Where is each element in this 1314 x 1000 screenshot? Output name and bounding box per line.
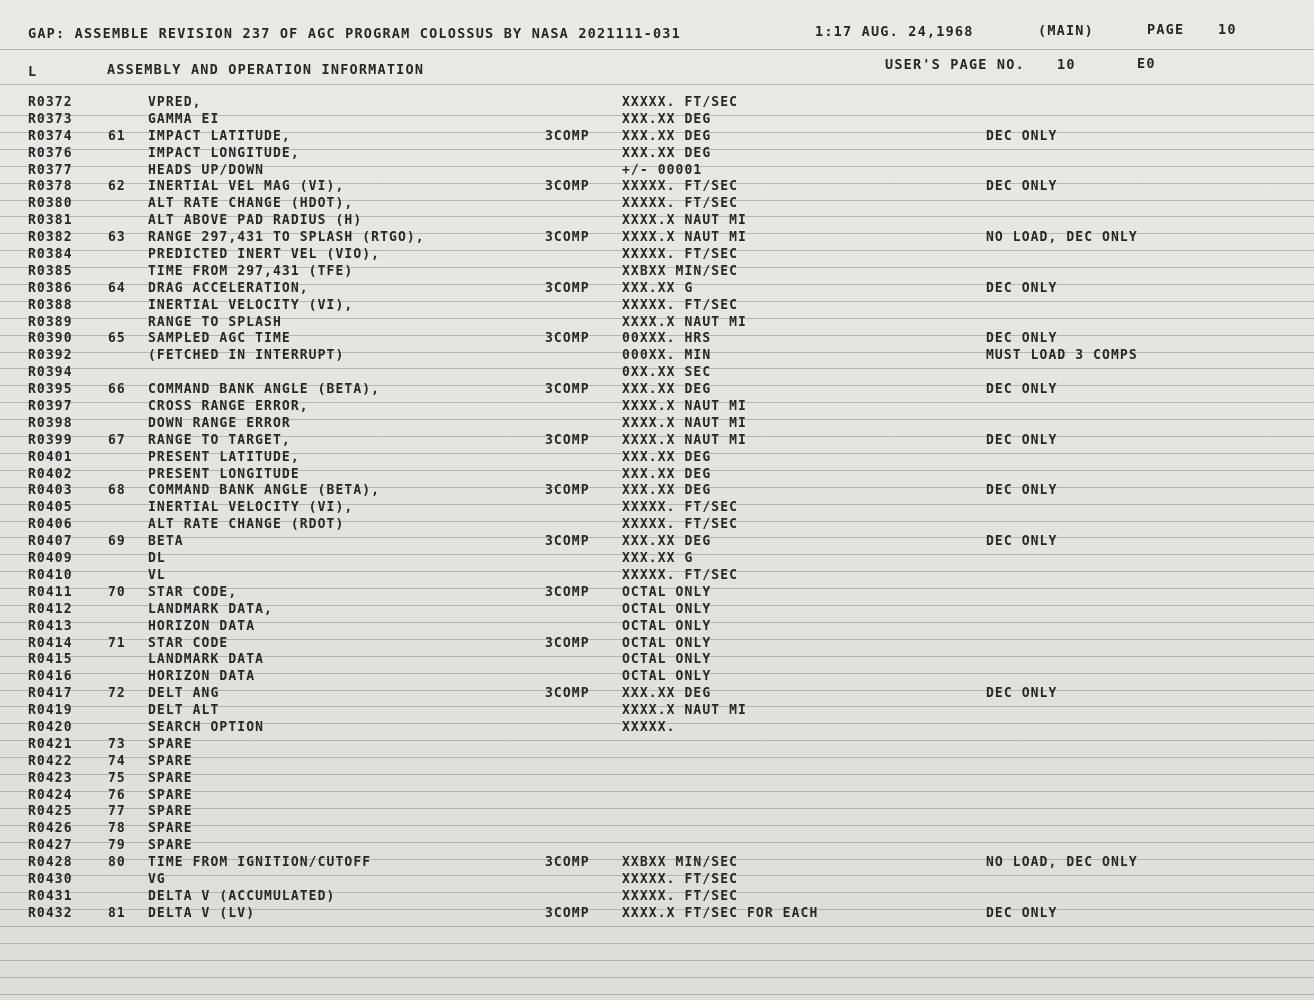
table-row	[0, 213, 1314, 230]
section-code: E0	[1137, 56, 1156, 72]
row-ref: R0397	[28, 399, 73, 415]
row-format: XXXXX. FT/SEC	[622, 871, 739, 887]
row-ref: R0427	[28, 838, 73, 854]
row-description: BETA	[148, 534, 184, 550]
row-number: 63	[108, 230, 126, 246]
table-row	[0, 500, 1314, 517]
table-row	[0, 872, 1314, 889]
row-ref: R0372	[28, 95, 73, 110]
row-description: DELT ALT	[148, 703, 220, 719]
row-note: NO LOAD, DEC ONLY	[986, 230, 1138, 246]
row-number: 80	[108, 855, 126, 871]
table-row	[0, 483, 1314, 500]
row-description: ALT RATE CHANGE (RDOT)	[148, 517, 345, 533]
row-description: (FETCHED IN INTERRUPT)	[148, 348, 345, 364]
row-number: 76	[108, 787, 126, 803]
table-row	[0, 771, 1314, 788]
table-row	[0, 602, 1314, 619]
row-components: 3COMP	[545, 905, 590, 921]
table-row	[0, 331, 1314, 348]
row-format: XXXXX. FT/SEC	[622, 196, 739, 212]
row-ref: R0432	[28, 905, 73, 921]
row-description: INERTIAL VEL MAG (VI),	[148, 179, 345, 195]
row-ref: R0390	[28, 331, 73, 347]
row-description: SPARE	[148, 736, 193, 752]
row-format: XXXXX.	[622, 719, 676, 735]
row-note: DEC ONLY	[986, 534, 1058, 550]
row-ref: R0426	[28, 821, 73, 837]
row-number: 68	[108, 483, 126, 499]
row-number: 67	[108, 432, 126, 448]
row-description: HORIZON DATA	[148, 618, 256, 634]
row-format: XXX.XX DEG	[622, 466, 712, 482]
table-row	[0, 264, 1314, 281]
row-description: SPARE	[148, 787, 193, 803]
row-note: DEC ONLY	[986, 382, 1058, 398]
row-description: CROSS RANGE ERROR,	[148, 399, 309, 415]
table-row	[0, 315, 1314, 332]
table-row	[0, 163, 1314, 180]
row-format: XXXX.X NAUT MI	[622, 432, 747, 448]
row-format: XXXX.X FT/SEC FOR EACH	[622, 905, 819, 921]
row-description: COMMAND BANK ANGLE (BETA),	[148, 382, 381, 398]
page-number: 10	[1218, 22, 1237, 38]
row-ref: R0389	[28, 314, 73, 330]
page-label: PAGE	[1147, 22, 1185, 38]
rule-line	[0, 926, 1314, 927]
row-note: DEC ONLY	[986, 905, 1058, 921]
row-format: XXX.XX DEG	[622, 111, 712, 127]
row-ref: R0380	[28, 196, 73, 212]
row-number: 65	[108, 331, 126, 347]
row-description: SEARCH OPTION	[148, 719, 265, 735]
row-ref: R0378	[28, 179, 73, 195]
row-ref: R0384	[28, 247, 73, 263]
row-description: DELTA V (ACCUMULATED)	[148, 888, 336, 904]
row-format: XXXX.X NAUT MI	[622, 314, 747, 330]
row-ref: R0395	[28, 382, 73, 398]
row-ref: R0410	[28, 567, 73, 583]
row-ref: R0381	[28, 213, 73, 229]
row-number: 61	[108, 128, 126, 144]
row-ref: R0403	[28, 483, 73, 499]
row-ref: R0425	[28, 804, 73, 820]
type-letter: L	[28, 64, 38, 80]
row-description: SPARE	[148, 753, 193, 769]
row-description: STAR CODE,	[148, 584, 238, 600]
row-ref: R0401	[28, 449, 73, 465]
table-row	[0, 619, 1314, 636]
rule-line	[0, 49, 1314, 50]
row-ref: R0388	[28, 297, 73, 313]
table-row	[0, 838, 1314, 855]
rule-line	[0, 977, 1314, 978]
row-description: INERTIAL VELOCITY (VI),	[148, 500, 354, 516]
table-row	[0, 788, 1314, 805]
row-description: VG	[148, 871, 166, 887]
row-note: DEC ONLY	[986, 686, 1058, 702]
row-description: SPARE	[148, 821, 193, 837]
row-description: ALT ABOVE PAD RADIUS (H)	[148, 213, 363, 229]
row-components: 3COMP	[545, 382, 590, 398]
row-format: 0XX.XX SEC	[622, 365, 712, 381]
row-format: XXXX.X NAUT MI	[622, 213, 747, 229]
users-page-label: USER'S PAGE NO.	[885, 57, 1025, 73]
row-ref: R0373	[28, 111, 73, 127]
row-format: XXX.XX DEG	[622, 128, 712, 144]
row-ref: R0416	[28, 669, 73, 685]
row-description: IMPACT LONGITUDE,	[148, 145, 300, 161]
table-row	[0, 652, 1314, 669]
row-note: DEC ONLY	[986, 128, 1058, 144]
row-format: XXX.XX DEG	[622, 145, 712, 161]
row-format: XXXX.X NAUT MI	[622, 415, 747, 431]
table-row	[0, 703, 1314, 720]
table-row	[0, 433, 1314, 450]
row-description: INERTIAL VELOCITY (VI),	[148, 297, 354, 313]
row-format: XXXX.X NAUT MI	[622, 703, 747, 719]
table-row	[0, 230, 1314, 247]
row-components: 3COMP	[545, 584, 590, 600]
row-description: PRESENT LONGITUDE	[148, 466, 300, 482]
row-number: 73	[108, 736, 126, 752]
table-row	[0, 298, 1314, 315]
table-row	[0, 365, 1314, 382]
table-row	[0, 568, 1314, 585]
row-format: OCTAL ONLY	[622, 584, 712, 600]
table-row	[0, 821, 1314, 838]
row-description: DL	[148, 551, 166, 567]
row-number: 71	[108, 635, 126, 651]
row-note: NO LOAD, DEC ONLY	[986, 855, 1138, 871]
table-row	[0, 669, 1314, 686]
row-note: DEC ONLY	[986, 280, 1058, 296]
row-description: SPARE	[148, 770, 193, 786]
row-format: XXXXX. FT/SEC	[622, 567, 739, 583]
table-row	[0, 855, 1314, 872]
table-row	[0, 129, 1314, 146]
row-ref: R0376	[28, 145, 73, 161]
row-note: MUST LOAD 3 COMPS	[986, 348, 1138, 364]
table-row	[0, 399, 1314, 416]
row-ref: R0428	[28, 855, 73, 871]
row-format: 000XX. MIN	[622, 348, 712, 364]
row-ref: R0411	[28, 584, 73, 600]
row-format: XXXXX. FT/SEC	[622, 247, 739, 263]
row-format: XXX.XX DEG	[622, 483, 712, 499]
row-ref: R0422	[28, 753, 73, 769]
row-description: IMPACT LATITUDE,	[148, 128, 291, 144]
row-description: RANGE TO SPLASH	[148, 314, 282, 330]
row-description: PRESENT LATITUDE,	[148, 449, 300, 465]
table-row	[0, 467, 1314, 484]
table-row	[0, 585, 1314, 602]
row-format: XXX.XX G	[622, 551, 694, 567]
row-format: XXX.XX DEG	[622, 686, 712, 702]
row-description: HEADS UP/DOWN	[148, 162, 265, 178]
rule-line	[0, 994, 1314, 995]
table-row	[0, 196, 1314, 213]
row-format: OCTAL ONLY	[622, 618, 712, 634]
row-description: VL	[148, 567, 166, 583]
row-format: OCTAL ONLY	[622, 601, 712, 617]
table-row	[0, 517, 1314, 534]
row-format: XXXXX. FT/SEC	[622, 500, 739, 516]
row-components: 3COMP	[545, 635, 590, 651]
row-ref: R0424	[28, 787, 73, 803]
row-format: XXXXX. FT/SEC	[622, 95, 739, 110]
row-format: OCTAL ONLY	[622, 669, 712, 685]
row-ref: R0377	[28, 162, 73, 178]
row-ref: R0414	[28, 635, 73, 651]
row-description: PREDICTED INERT VEL (VIO),	[148, 247, 381, 263]
row-ref: R0430	[28, 871, 73, 887]
row-number: 70	[108, 584, 126, 600]
row-format: OCTAL ONLY	[622, 635, 712, 651]
row-ref: R0382	[28, 230, 73, 246]
rule-line	[0, 84, 1314, 85]
row-ref: R0385	[28, 263, 73, 279]
row-format: XXXXX. FT/SEC	[622, 179, 739, 195]
row-description: DELT ANG	[148, 686, 220, 702]
row-ref: R0402	[28, 466, 73, 482]
users-page-number: 10	[1057, 57, 1076, 73]
row-number: 75	[108, 770, 126, 786]
row-format: 00XXX. HRS	[622, 331, 712, 347]
page-subtitle: ASSEMBLY AND OPERATION INFORMATION	[107, 62, 425, 78]
row-description: SPARE	[148, 804, 193, 820]
table-row	[0, 95, 1314, 112]
row-format: XXXXX. FT/SEC	[622, 297, 739, 313]
table-row	[0, 534, 1314, 551]
row-description: LANDMARK DATA	[148, 652, 265, 668]
row-format: XXBXX MIN/SEC	[622, 263, 739, 279]
table-row	[0, 179, 1314, 196]
row-ref: R0413	[28, 618, 73, 634]
row-number: 62	[108, 179, 126, 195]
row-ref: R0405	[28, 500, 73, 516]
table-row	[0, 450, 1314, 467]
row-number: 72	[108, 686, 126, 702]
row-ref: R0394	[28, 365, 73, 381]
listing-rows	[0, 95, 1314, 923]
row-components: 3COMP	[545, 432, 590, 448]
table-row	[0, 906, 1314, 923]
row-description: GAMMA EI	[148, 111, 220, 127]
row-format: +/- 00001	[622, 162, 703, 178]
row-number: 66	[108, 382, 126, 398]
row-components: 3COMP	[545, 128, 590, 144]
row-description: COMMAND BANK ANGLE (BETA),	[148, 483, 381, 499]
row-format: XXX.XX G	[622, 280, 694, 296]
row-number: 64	[108, 280, 126, 296]
row-description: RANGE TO TARGET,	[148, 432, 291, 448]
table-row	[0, 382, 1314, 399]
row-description: DELTA V (LV)	[148, 905, 256, 921]
row-ref: R0420	[28, 719, 73, 735]
row-description: TIME FROM IGNITION/CUTOFF	[148, 855, 372, 871]
table-row	[0, 754, 1314, 771]
row-ref: R0409	[28, 551, 73, 567]
row-description: STAR CODE	[148, 635, 229, 651]
table-row	[0, 737, 1314, 754]
table-row	[0, 636, 1314, 653]
table-row	[0, 686, 1314, 703]
table-row	[0, 247, 1314, 264]
row-ref: R0374	[28, 128, 73, 144]
table-row	[0, 281, 1314, 298]
row-format: XXX.XX DEG	[622, 534, 712, 550]
row-components: 3COMP	[545, 230, 590, 246]
row-ref: R0431	[28, 888, 73, 904]
row-note: DEC ONLY	[986, 432, 1058, 448]
row-number: 77	[108, 804, 126, 820]
row-format: XXXX.X NAUT MI	[622, 399, 747, 415]
row-format: OCTAL ONLY	[622, 652, 712, 668]
row-description: ALT RATE CHANGE (HDOT),	[148, 196, 354, 212]
row-note: DEC ONLY	[986, 331, 1058, 347]
row-format: XXXX.X NAUT MI	[622, 230, 747, 246]
row-components: 3COMP	[545, 483, 590, 499]
row-ref: R0419	[28, 703, 73, 719]
row-description: VPRED,	[148, 95, 202, 110]
row-ref: R0421	[28, 736, 73, 752]
row-number: 78	[108, 821, 126, 837]
row-format: XXXXX. FT/SEC	[622, 517, 739, 533]
row-ref: R0406	[28, 517, 73, 533]
row-ref: R0423	[28, 770, 73, 786]
row-components: 3COMP	[545, 331, 590, 347]
row-note: DEC ONLY	[986, 483, 1058, 499]
table-row	[0, 889, 1314, 906]
section-label: (MAIN)	[1038, 23, 1094, 39]
row-description: LANDMARK DATA,	[148, 601, 273, 617]
row-description: HORIZON DATA	[148, 669, 256, 685]
row-note: DEC ONLY	[986, 179, 1058, 195]
row-ref: R0398	[28, 415, 73, 431]
row-components: 3COMP	[545, 280, 590, 296]
row-number: 79	[108, 838, 126, 854]
rule-line	[0, 960, 1314, 961]
table-row	[0, 416, 1314, 433]
row-format: XXBXX MIN/SEC	[622, 855, 739, 871]
row-components: 3COMP	[545, 534, 590, 550]
row-components: 3COMP	[545, 686, 590, 702]
row-format: XXX.XX DEG	[622, 449, 712, 465]
table-row	[0, 348, 1314, 365]
assembly-title: GAP: ASSEMBLE REVISION 237 OF AGC PROGRAM COLOSSUS BY NASA 2021111-031	[28, 26, 681, 42]
row-description: DRAG ACCELERATION,	[148, 280, 309, 296]
table-row	[0, 146, 1314, 163]
row-number: 69	[108, 534, 126, 550]
row-components: 3COMP	[545, 179, 590, 195]
row-description: DOWN RANGE ERROR	[148, 415, 291, 431]
row-format: XXX.XX DEG	[622, 382, 712, 398]
row-ref: R0415	[28, 652, 73, 668]
row-format: XXXXX. FT/SEC	[622, 888, 739, 904]
row-ref: R0399	[28, 432, 73, 448]
row-number: 74	[108, 753, 126, 769]
table-row	[0, 720, 1314, 737]
row-ref: R0412	[28, 601, 73, 617]
row-number: 81	[108, 905, 126, 921]
row-ref: R0386	[28, 280, 73, 296]
row-description: SAMPLED AGC TIME	[148, 331, 291, 347]
row-description: SPARE	[148, 838, 193, 854]
rule-line	[0, 943, 1314, 944]
table-row	[0, 112, 1314, 129]
table-row	[0, 551, 1314, 568]
table-row	[0, 804, 1314, 821]
row-ref: R0417	[28, 686, 73, 702]
assembly-time: 1:17 AUG. 24,1968	[815, 24, 974, 40]
row-ref: R0407	[28, 534, 73, 550]
row-ref: R0392	[28, 348, 73, 364]
row-description: RANGE 297,431 TO SPLASH (RTGO),	[148, 230, 425, 246]
row-description: TIME FROM 297,431 (TFE)	[148, 263, 354, 279]
row-components: 3COMP	[545, 855, 590, 871]
